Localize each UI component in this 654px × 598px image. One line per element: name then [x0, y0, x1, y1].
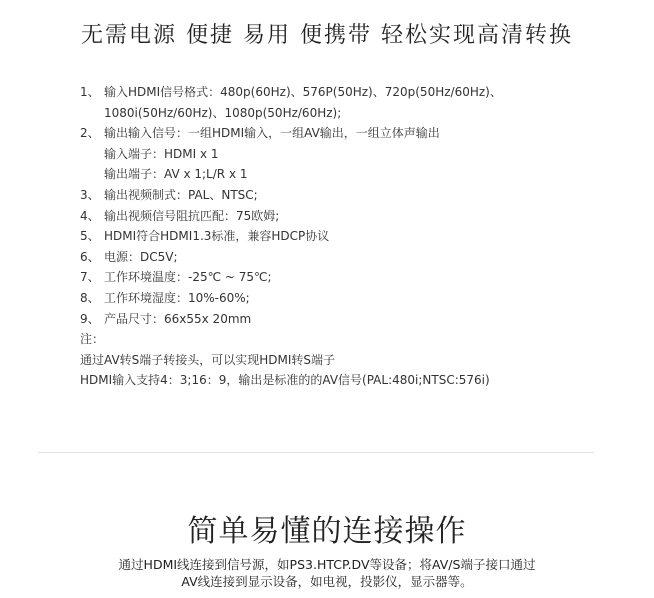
spec-row	[80, 82, 620, 103]
spec-text: 输出输入信号：一组HDMI输入，一组AV输出，一组立体声输出	[104, 126, 440, 141]
spec-number	[80, 103, 104, 124]
note-label: 注：	[80, 332, 105, 347]
spec-number: 5、	[80, 229, 100, 244]
spec-number: 7、	[80, 270, 100, 285]
spec-row	[80, 247, 620, 268]
spec-row	[80, 226, 620, 247]
spec-row	[80, 144, 620, 165]
spec-number	[80, 164, 104, 185]
spec-list	[80, 82, 620, 391]
page-headline: 无需电源 便捷 易用 便携带 轻松实现高清转换	[81, 23, 573, 48]
section-description-line: 通过HDMI线连接到信号源，如PS3.HTCP.DV等设备；将AV/S端子接口通过	[118, 557, 536, 572]
spec-row	[80, 164, 620, 185]
spec-row	[80, 103, 620, 124]
spec-text: 输出视频信号阻抗匹配：75欧姆;	[104, 208, 280, 223]
section-description	[0, 556, 654, 590]
spec-row	[80, 123, 620, 144]
spec-number	[80, 144, 104, 165]
spec-row	[80, 288, 620, 309]
spec-number: 9、	[80, 311, 100, 326]
spec-text: 1080i(50Hz/60Hz)、1080p(50Hz/60Hz);	[104, 105, 342, 120]
spec-text: HDMI符合HDMI1.3标准，兼容HDCP协议	[104, 229, 330, 244]
note-line: 通过AV转S端子转接头，可以实现HDMI转S端子	[80, 352, 336, 367]
spec-number: 3、	[80, 187, 100, 202]
section-divider	[38, 452, 594, 453]
spec-row	[80, 309, 620, 330]
spec-text: 产品尺寸：66x55x 20mm	[104, 311, 252, 326]
spec-text: 工作环境湿度：10%-60%;	[104, 290, 250, 305]
note-line: HDMI输入支持4：3;16：9，输出是标准的的AV信号(PAL:480i;NTSC:576i)	[80, 373, 490, 388]
spec-number: 2、	[80, 126, 100, 141]
spec-text: 输入端子：HDMI x 1	[104, 146, 219, 161]
spec-text: 电源：DC5V;	[104, 249, 178, 264]
spec-row	[80, 206, 620, 227]
spec-number: 8、	[80, 290, 100, 305]
spec-text: 输出视频制式：PAL、NTSC;	[104, 187, 258, 202]
spec-row	[80, 267, 620, 288]
spec-text: 输入HDMI信号格式：480p(60Hz)、576P(50Hz)、720p(50Hz/60Hz)、	[104, 85, 502, 99]
spec-row	[80, 185, 620, 206]
spec-number: 4、	[80, 208, 100, 223]
spec-text: 工作环境温度：-25℃ ~ 75℃;	[104, 270, 272, 285]
spec-number: 1、	[80, 85, 100, 99]
spec-text: 输出端子：AV x 1;L/R x 1	[104, 167, 248, 182]
spec-number: 6、	[80, 249, 100, 264]
section-title: 简单易懂的连接操作	[187, 514, 467, 549]
section-description-line: AV线连接到显示设备，如电视，投影仪，显示器等。	[181, 574, 473, 589]
